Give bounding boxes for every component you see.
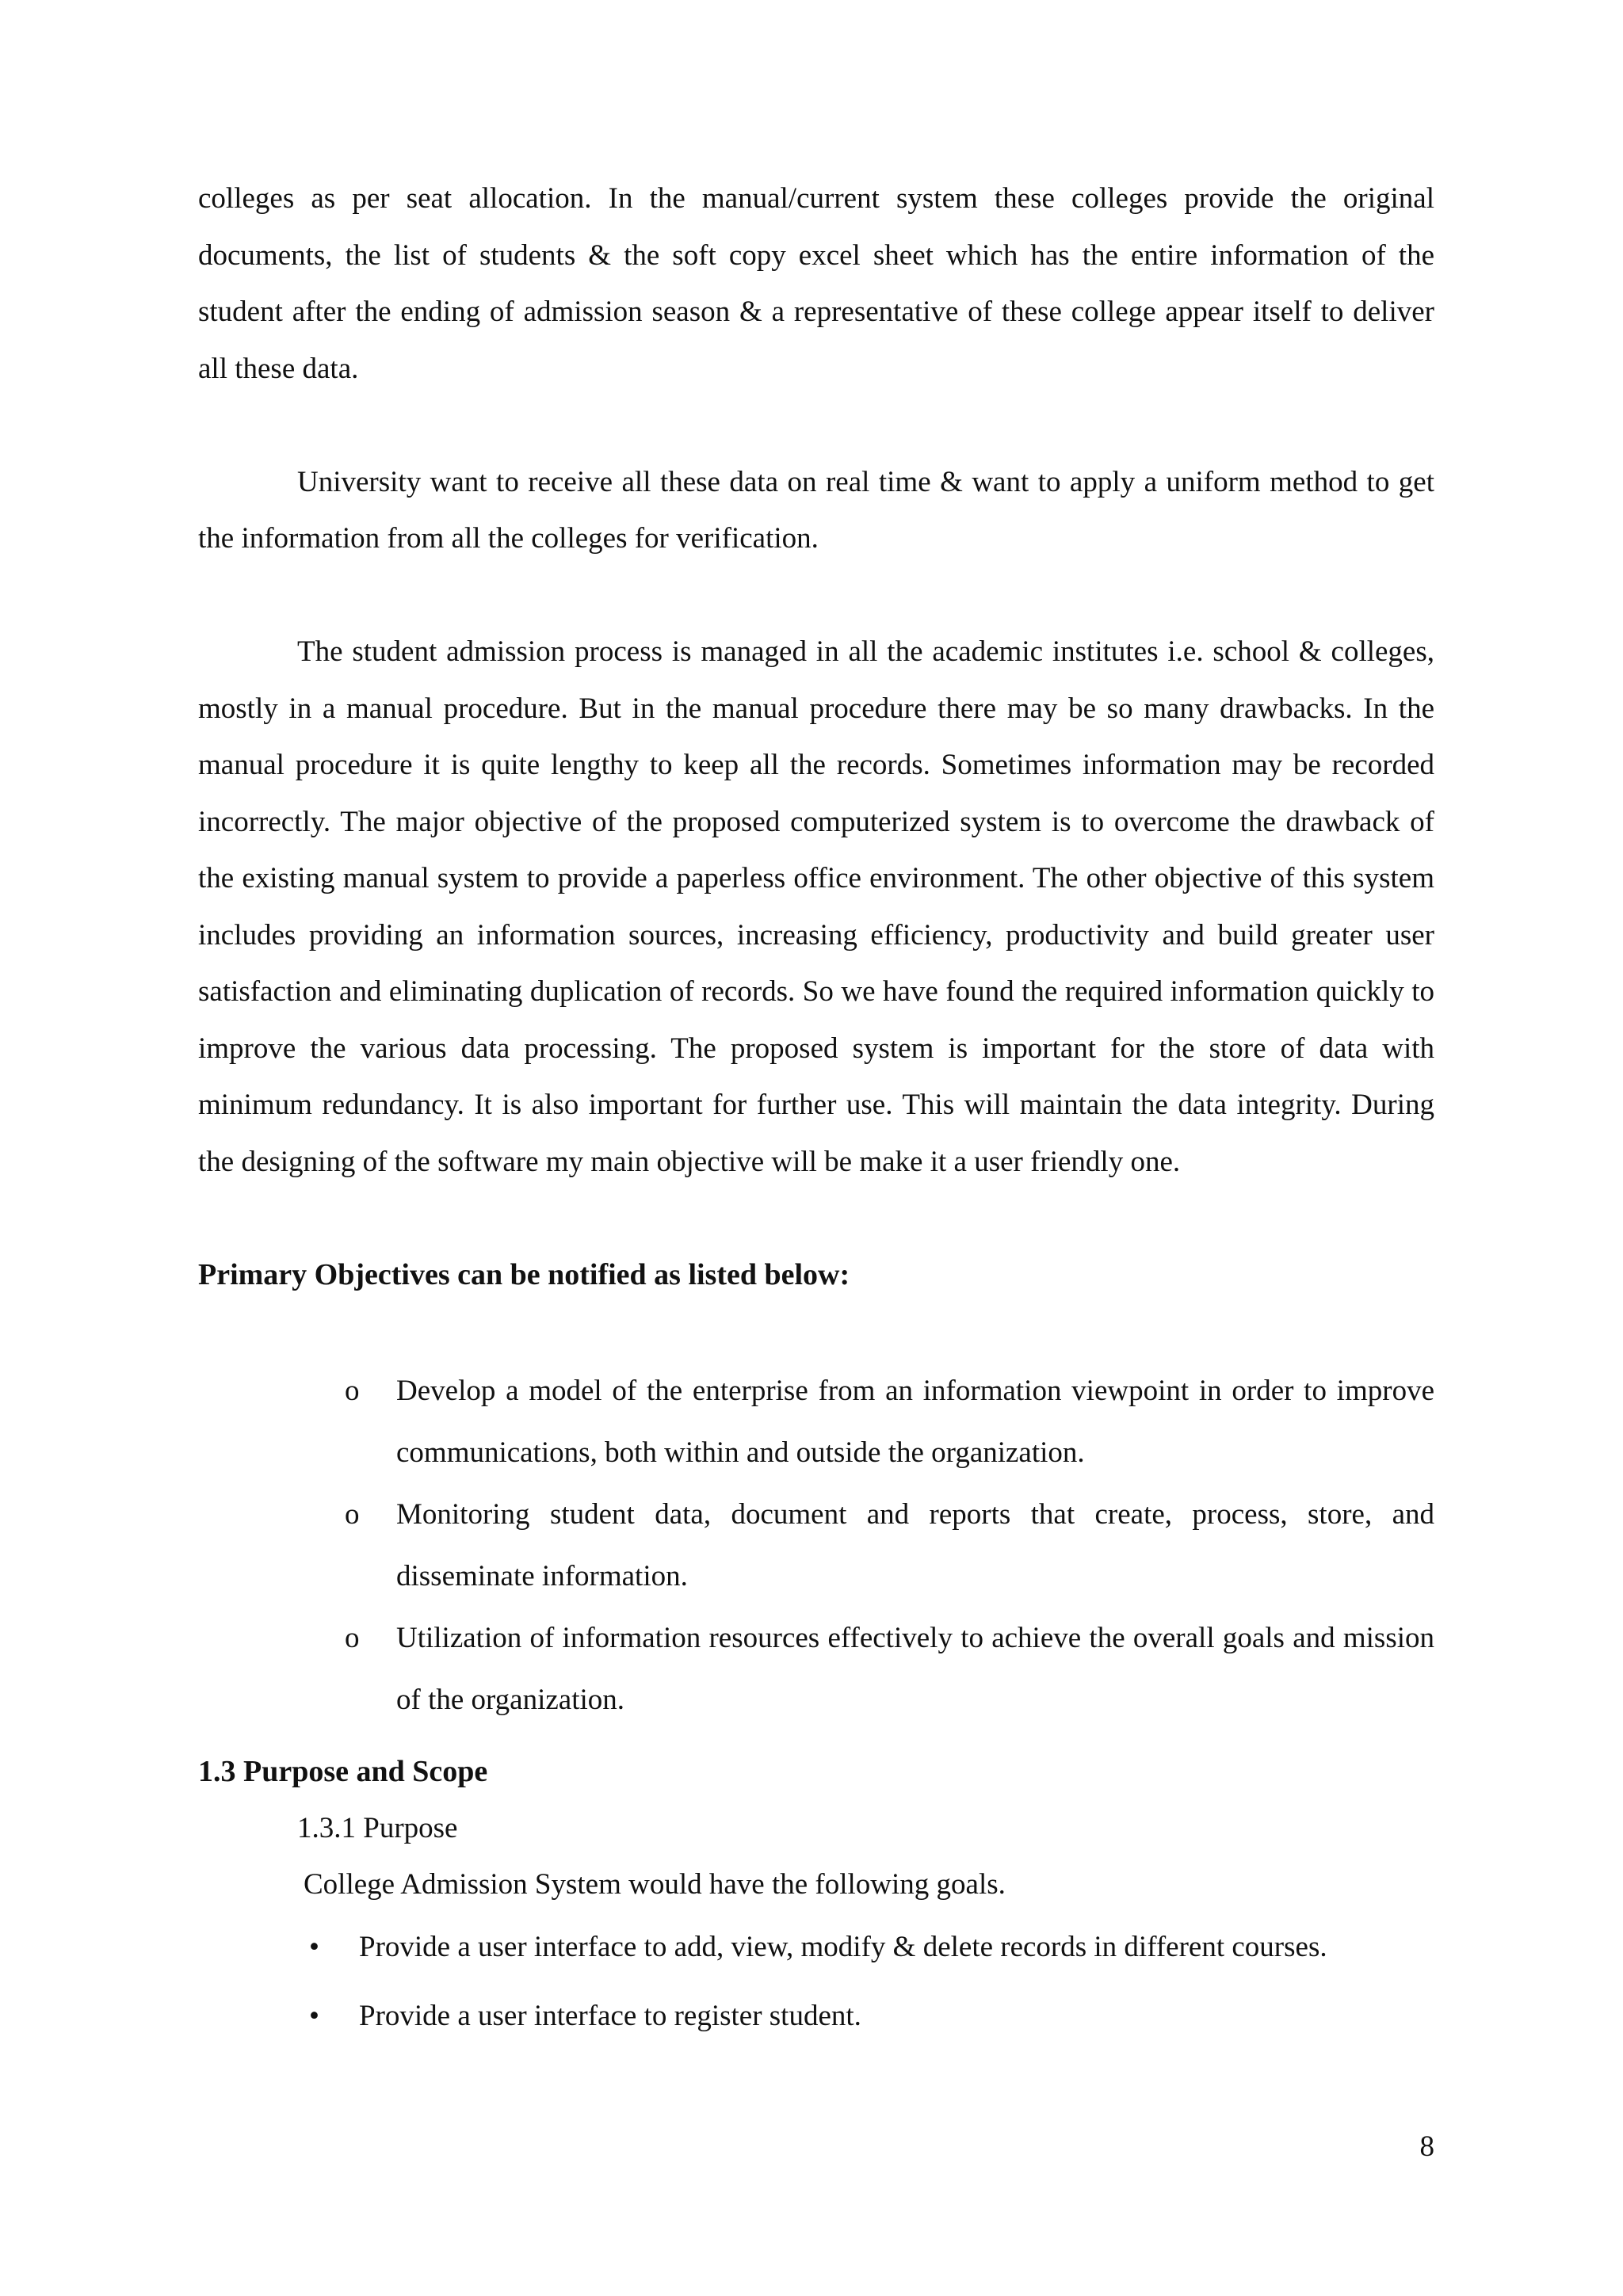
section-gap xyxy=(198,1731,1434,1744)
bullet-icon: • xyxy=(309,1999,319,2032)
list-item-text: Utilization of information resources effectively to achieve the overall goals and mission of the organization. xyxy=(396,1621,1434,1716)
circle-bullet-icon: o xyxy=(345,1497,360,1531)
list-item xyxy=(198,1913,1434,1981)
paragraph-seat-allocation: colleges as per seat allocation. In the manual/current system these colleges provide the original documents, the list of students & the soft copy excel sheet which has the entire information of the student after the ending of admission season & a representative of these college appear itself to deliver all these data. xyxy=(198,182,1434,385)
circle-bullet-icon: o xyxy=(345,1621,360,1654)
page-number: 8 xyxy=(1419,2130,1434,2163)
list-item-text: Provide a user interface to add, view, modify & delete records in different courses. xyxy=(359,1930,1327,1963)
objectives-heading: Primary Objectives can be notified as listed below: xyxy=(198,1257,850,1291)
paragraph-gap xyxy=(198,397,1434,454)
page-content xyxy=(198,170,1434,2050)
list-item-text: Monitoring student data, document and reports that create, process, store, and disseminate information. xyxy=(396,1497,1434,1592)
list-item xyxy=(198,1360,1434,1484)
goals-list xyxy=(198,1913,1434,2050)
paragraph-gap xyxy=(198,1190,1434,1247)
subsection-title: 1.3.1 Purpose xyxy=(297,1811,458,1844)
section-title: 1.3 Purpose and Scope xyxy=(198,1754,488,1788)
bullet-icon: • xyxy=(309,1930,319,1963)
list-item xyxy=(198,1608,1434,1731)
list-item-text: Provide a user interface to register student. xyxy=(359,1999,861,2032)
paragraph-university: University want to receive all these data on real time & want to apply a uniform method to get the information from all the colleges for verification. xyxy=(198,465,1434,555)
objectives-list xyxy=(198,1360,1434,1731)
list-item xyxy=(198,1484,1434,1608)
circle-bullet-icon: o xyxy=(345,1374,360,1407)
paragraph-gap xyxy=(198,1303,1434,1360)
paragraph-gap xyxy=(198,567,1434,624)
list-item xyxy=(198,1981,1434,2050)
paragraph-admission-process: The student admission process is managed in all the academic institutes i.e. school & colleges, mostly in a manual procedure. But in the manual procedure there may be so many drawbacks. In the manual procedure it is quite lengthy to keep all the records. Sometimes information may be recorded incorrectly. The major objective of the proposed computerized system is to overcome the drawback of the existing manual system to provide a paperless office environment. The other objective of this system includes providing an information sources, increasing efficiency, productivity and build greater user satisfaction and eliminating duplication of records. So we have found the required information quickly to improve the various data processing. The proposed system is important for the store of data with minimum redundancy. It is also important for further use. This will maintain the data integrity. During the designing of the software my main objective will be make it a user friendly one. xyxy=(198,635,1434,1178)
list-item-text: Develop a model of the enterprise from an information viewpoint in order to improve communications, both within and outside the organization. xyxy=(396,1374,1434,1469)
goals-intro: College Admission System would have the following goals. xyxy=(304,1867,1006,1901)
